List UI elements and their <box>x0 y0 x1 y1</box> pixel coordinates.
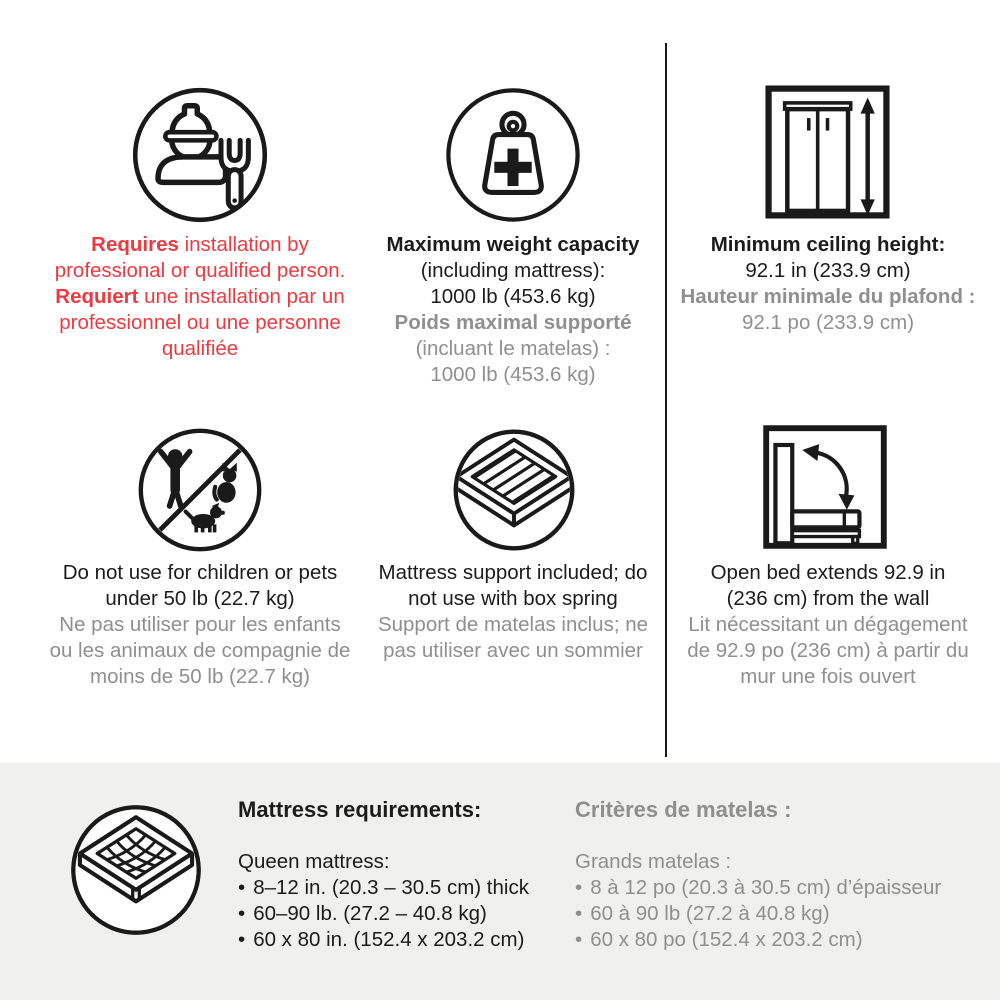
text-line: ou les animaux de compagnie de <box>49 639 351 662</box>
mattress-specs-list-en <box>238 875 529 953</box>
text-line: pas utiliser avec un sommier <box>383 639 643 662</box>
installer-wrench-icon <box>127 82 273 228</box>
text-line: Poids maximal supporté <box>394 311 632 334</box>
text-line: (236 cm) from the wall <box>726 587 930 610</box>
mattress-support-block <box>373 560 653 664</box>
text-line: Do not use for children or pets <box>62 561 338 584</box>
no-children-pets-icon <box>136 426 264 554</box>
text-line: 1000 lb (453.6 kg) <box>430 363 596 386</box>
mattress-requirements-en <box>238 797 529 953</box>
text-line: Requires installation by <box>91 233 309 256</box>
text-line: Open bed extends 92.9 in <box>710 561 946 584</box>
text-line: qualifiée <box>161 337 239 360</box>
weight-capacity-block <box>373 232 653 388</box>
text-line: (incluant le matelas) : <box>415 337 611 360</box>
text-line: Lit nécessitant un dégagement <box>688 613 968 636</box>
text-line: 92.1 po (233.9 cm) <box>741 311 915 334</box>
text-line: Support de matelas inclus; ne <box>377 613 649 636</box>
text-line: 92.1 in (233.9 cm) <box>745 259 911 282</box>
list-item: • 8 à 12 po (20.3 à 30.5 cm) d’épaisseur <box>575 875 941 901</box>
list-item: • 60–90 lb. (27.2 – 40.8 kg) <box>238 901 529 927</box>
text-line: moins de 50 lb (22.7 kg) <box>90 665 310 688</box>
mattress-specs-list-fr <box>575 875 941 953</box>
mattress-icon <box>70 804 202 936</box>
vertical-divider <box>665 43 667 757</box>
weight-capacity-icon <box>445 87 581 223</box>
mattress-requirements-fr <box>575 797 941 953</box>
mattress-requirements-heading: Mattress requirements: <box>238 797 482 822</box>
text-line: de 92.9 po (236 cm) à partir du <box>687 639 969 662</box>
text-line: not use with box spring <box>408 587 618 610</box>
text-line: Requiert une installation par un <box>55 285 345 308</box>
list-item: • 60 à 90 lb (27.2 à 40.8 kg) <box>575 901 941 927</box>
list-item: • 60 x 80 in. (152.4 x 203.2 cm) <box>238 927 529 953</box>
queen-mattress-subheading: Queen mattress: <box>238 850 390 873</box>
open-bed-extension-icon <box>762 424 888 550</box>
ceiling-height-block <box>668 232 988 336</box>
criteres-matelas-heading: Critères de matelas : <box>575 797 792 822</box>
text-line: Mattress support included; do <box>378 561 648 584</box>
text-line: Maximum weight capacity <box>386 233 640 256</box>
text-line: 1000 lb (453.6 kg) <box>430 285 596 308</box>
open-bed-block <box>668 560 988 690</box>
installation-requirement-block <box>40 232 360 362</box>
text-line: Hauteur minimale du plafond : <box>680 285 976 308</box>
list-item: • 60 x 80 po (152.4 x 203.2 cm) <box>575 927 941 953</box>
text-line: Minimum ceiling height: <box>710 233 946 256</box>
list-item: • 8–12 in. (20.3 – 30.5 cm) thick <box>238 875 529 901</box>
mattress-support-icon <box>451 427 577 553</box>
text-line: professional or qualified person. <box>54 259 346 282</box>
children-pets-block <box>40 560 360 690</box>
text-line: (including mattress): <box>420 259 606 282</box>
text-line: professionnel ou une personne <box>59 311 341 334</box>
ceiling-height-icon <box>765 85 890 219</box>
text-line: under 50 lb (22.7 kg) <box>105 587 295 610</box>
grands-matelas-subheading: Grands matelas : <box>575 850 732 873</box>
text-line: Ne pas utiliser pour les enfants <box>59 613 341 636</box>
text-line: mur une fois ouvert <box>740 665 916 688</box>
